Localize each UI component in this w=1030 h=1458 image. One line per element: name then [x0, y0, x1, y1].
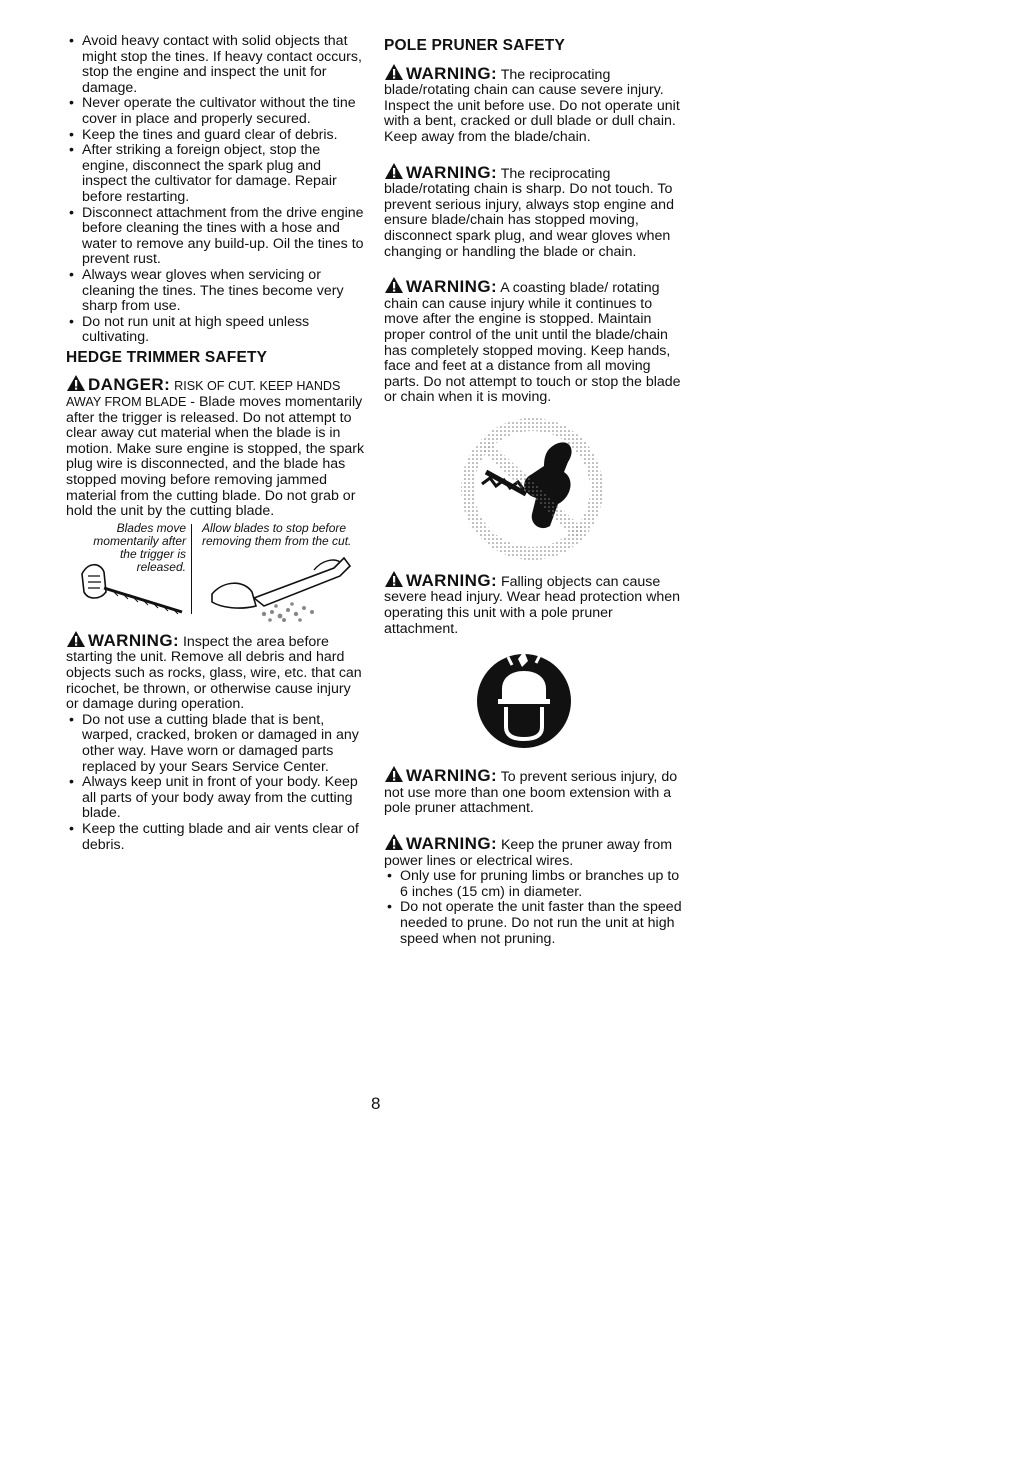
warning-block-4 — [384, 570, 686, 637]
pole-pruner-heading: POLE PRUNER SAFETY — [384, 37, 566, 54]
warning-triangle-icon — [384, 63, 404, 81]
cultivator-bullet-list — [66, 34, 366, 346]
warning-triangle-icon — [384, 833, 404, 851]
warning-text: The reciprocating blade/rotating chain can cause severe injury. Inspect the unit before use. Do not operate unit with a bent, cracked or dull blade or dull chain. Keep away from the blade/chain. — [384, 66, 680, 145]
figure-divider — [191, 524, 192, 614]
warning-label: WARNING: — [406, 570, 498, 590]
hedge-trimmer-cut-illustration — [204, 550, 364, 626]
page-number: 8 — [371, 1094, 381, 1113]
warning-label: WARNING: — [406, 63, 498, 83]
figure-caption-right: Allow blades to stop before removing them from the cut. — [202, 520, 352, 548]
list-item: • Always wear gloves when servicing or cleaning the tines. The tines become very sharp from use. — [66, 268, 366, 315]
warning-block-3 — [384, 276, 686, 406]
warning-triangle-icon — [66, 630, 86, 648]
hedge-trimmer-figure — [66, 522, 366, 630]
left-column — [66, 34, 366, 853]
no-hands-near-blade-icon — [452, 414, 612, 564]
danger-text: - Blade moves momentarily after the trigger is released. Do not attempt to clear away cut material when the blade is in motion. Make sure engine is stopped, the spark plug wire is disconnected, and the blade has stopped moving before removing jammed material from the cutting blade. Do not grab or hold the unit by the cutting blade. — [66, 394, 365, 520]
warning-label: WARNING: — [406, 834, 498, 854]
warning-triangle-icon — [66, 374, 86, 392]
warning-text: Inspect the area before starting the unit. Remove all debris and hard objects such as rocks, glass, wire, etc. that can ricochet, be thrown, or otherwise cause injury or damage during operation. — [66, 633, 362, 713]
list-item: • Keep the tines and guard clear of debris. — [66, 128, 366, 144]
warning-text: The reciprocating blade/rotating chain is sharp. Do not touch. To prevent serious injury, always stop engine and ensure blade/chain has stopped moving, disconnect spark plug, and wear gloves when changing or handling the blade or chain. — [384, 165, 674, 260]
danger-label: DANGER: — [88, 375, 171, 395]
hedge-bullet-list — [66, 713, 366, 853]
danger-caps: RISK OF CUT. KEEP HANDS AWAY FROM BLADE — [66, 379, 341, 410]
inspect-area-warning — [66, 630, 366, 713]
warning-triangle-icon — [384, 162, 404, 180]
list-item: • Keep the cutting blade and air vents clear of debris. — [66, 822, 366, 853]
list-item: • Do not use a cutting blade that is bent, warped, cracked, broken or damaged in any other way. Have worn or damaged parts replaced by your Sears Service Center. — [66, 713, 366, 775]
right-column — [384, 34, 686, 947]
list-item: • Only use for pruning limbs or branches up to 6 inches (15 cm) in diameter. — [384, 869, 686, 900]
warning-text: To prevent serious injury, do not use more than one boom extension with a pole pruner attachment. — [384, 769, 678, 817]
list-item: • Do not run unit at high speed unless cultivating. — [66, 315, 366, 346]
pruner-bullet-list — [384, 869, 686, 947]
warning-label: WARNING: — [406, 766, 498, 786]
figure-caption-left: Blades move momentarily after the trigger is released. — [93, 520, 186, 574]
warning-triangle-icon — [384, 276, 404, 294]
warning-label: WARNING: — [406, 277, 498, 297]
warning-block-6 — [384, 833, 686, 869]
list-item: • Do not operate the unit faster than the speed needed to prune. Do not run the unit at high speed when not pruning. — [384, 900, 686, 947]
warning-text: Falling objects can cause severe head injury. Wear head protection when operating this unit with a pole pruner attachment. — [384, 573, 681, 637]
head-protection-icon — [476, 649, 572, 749]
list-item: • Always keep unit in front of your body. Keep all parts of your body away from the cutting blade. — [66, 775, 366, 822]
warning-block-5 — [384, 765, 686, 817]
list-item: • After striking a foreign object, stop the engine, disconnect the spark plug and inspect the cultivator for damage. Repair before restarting. — [66, 143, 366, 205]
warning-triangle-icon — [384, 570, 404, 588]
list-item: • Avoid heavy contact with solid objects that might stop the tines. If heavy contact occurs, stop the engine and inspect the unit for damage. — [66, 34, 366, 96]
warning-text: Keep the pruner away from power lines or electrical wires. — [384, 837, 673, 869]
warning-text: A coasting blade/ rotating chain can cause injury while it continues to move after the engine is stopped. Maintain proper control of the unit until the blade/chain has completely stopped moving. Keep hands, face and feet at a distance from all moving parts. Do not attempt to touch or stop the blade or chain when it is moving. — [384, 280, 681, 406]
warning-label: WARNING: — [88, 630, 180, 650]
warning-label: WARNING: — [406, 162, 498, 182]
list-item: • Never operate the cultivator without the tine cover in place and properly secured. — [66, 96, 366, 127]
warning-block-1 — [384, 63, 686, 146]
hedge-trimmer-heading: HEDGE TRIMMER SAFETY — [66, 348, 268, 366]
danger-block — [66, 374, 366, 519]
list-item: • Disconnect attachment from the drive engine before cleaning the tines with a hose and water to remove any build-up. Oil the tines to prevent rust. — [66, 206, 366, 268]
warning-block-2 — [384, 162, 686, 261]
hedge-trimmer-release-illustration — [74, 552, 189, 622]
warning-triangle-icon — [384, 765, 404, 783]
